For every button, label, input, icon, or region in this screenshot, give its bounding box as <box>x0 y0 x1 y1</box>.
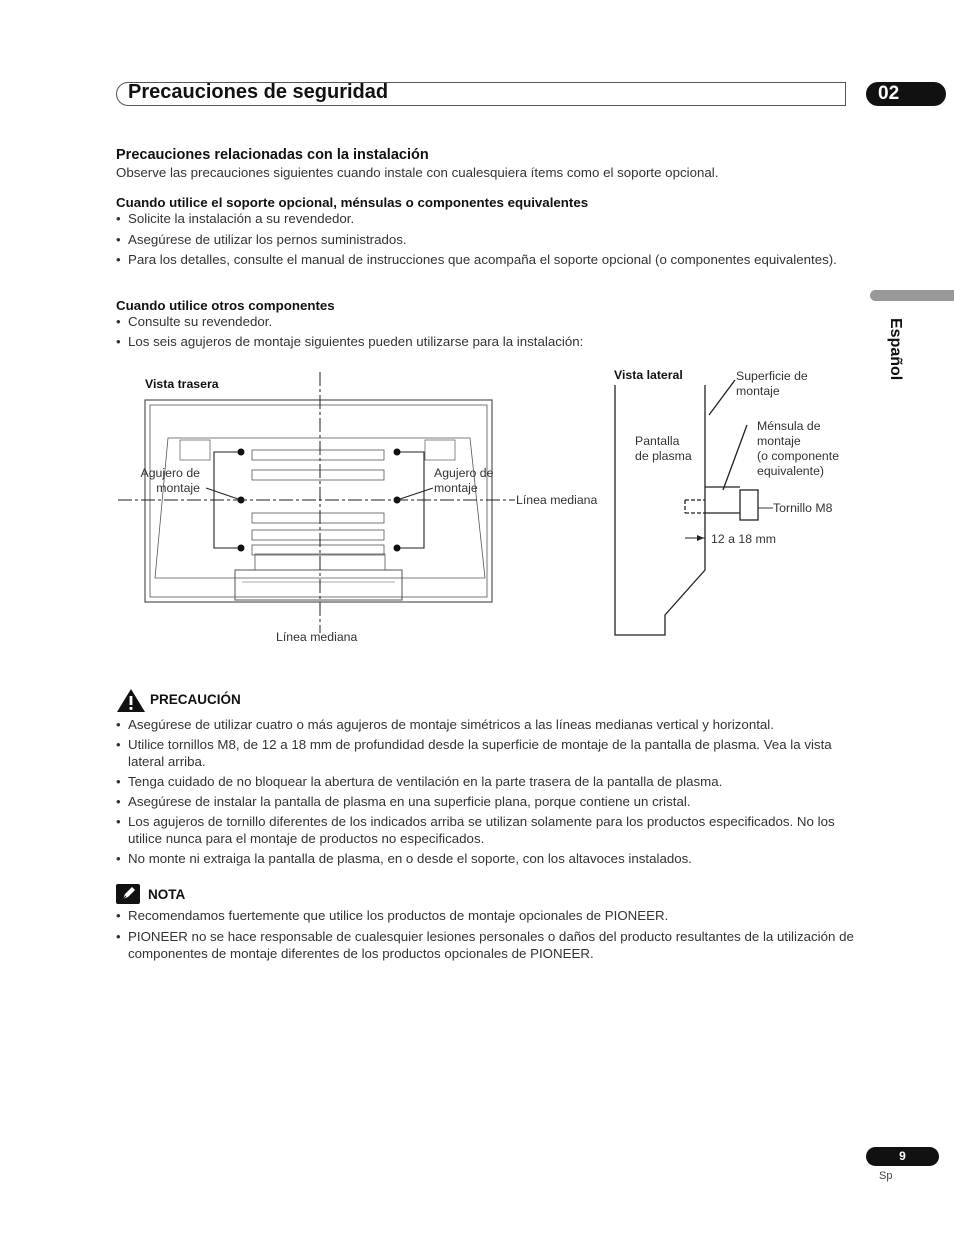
page-number-badge: 9 <box>866 1147 939 1166</box>
list-item: • Para los detalles, consulte el manual de instrucciones que acompaña el soporte opcional (o componentes equivalentes). <box>116 252 856 269</box>
chapter-badge: 02 <box>866 82 946 106</box>
median-line-v-label: Línea mediana <box>276 630 358 644</box>
list-item: • Solicite la instalación a su revendedor. <box>116 211 856 228</box>
list-item: • Los seis agujeros de montaje siguientes pueden utilizarse para la instalación: <box>116 334 856 351</box>
depth-label: 12 a 18 mm <box>711 532 776 546</box>
list-item: • Consulte su revendedor. <box>116 314 856 331</box>
screw-label: Tornillo M8 <box>773 501 833 515</box>
page-title: Precauciones de seguridad <box>128 81 389 103</box>
rear-view-drawing <box>110 368 530 658</box>
panel-label: Pantalla de plasma <box>635 434 692 463</box>
note-icon <box>116 884 140 904</box>
caution-title: PRECAUCIÓN <box>150 692 241 707</box>
section-title: Precauciones relacionadas con la instalación <box>116 147 429 163</box>
median-line-h-label: Línea mediana <box>516 493 598 507</box>
list-item: • Recomendamos fuertemente que utilice los productos de montaje opcionales de PIONEER. <box>116 908 856 925</box>
language-tab-bar <box>870 290 954 301</box>
hole-label-right: Agujero de montaje <box>434 466 494 495</box>
language-code: Sp <box>879 1170 893 1182</box>
section-intro: Observe las precauciones siguientes cuando instale con cualesquiera ítems como el soporte opcional. <box>116 165 719 180</box>
rear-view-title: Vista trasera <box>145 377 219 391</box>
language-tab-label: Español <box>887 318 904 381</box>
subsection-title-1: Cuando utilice el soporte opcional, ménsulas o componentes equivalentes <box>116 195 589 210</box>
side-view-title: Vista lateral <box>614 368 683 382</box>
warning-icon <box>116 688 146 713</box>
surface-label: Superficie de montaje <box>736 369 808 398</box>
list-item: • Asegúrese de utilizar cuatro o más agujeros de montaje simétricos a las líneas medianas vertical y horizontal. <box>116 717 856 734</box>
list-item: • Asegúrese de instalar la pantalla de plasma en una superficie plana, porque contiene un cristal. <box>116 794 856 811</box>
list-item: • Los agujeros de tornillo diferentes de los indicados arriba se utilizan solamente para los productos especificados. No los utilice nunca para el montaje de productos no especificados. <box>116 814 856 847</box>
bracket-label: Ménsula de montaje (o componente equivalente) <box>757 419 840 478</box>
list-item: • PIONEER no se hace responsable de cualesquier lesiones personales o daños del producto resultantes de la utilización de componentes de montaje diferentes de los productos opcionales de PIONEER. <box>116 929 856 962</box>
note-title: NOTA <box>148 887 186 902</box>
hole-label-left: Agujero de montaje <box>140 466 200 495</box>
subsection-title-2: Cuando utilice otros componentes <box>116 298 335 313</box>
list-item: • Asegúrese de utilizar los pernos suministrados. <box>116 232 856 249</box>
list-item: • Utilice tornillos M8, de 12 a 18 mm de profundidad desde la superficie de montaje de la pantalla de plasma. Vea la vista lateral arriba. <box>116 737 856 770</box>
list-item: • Tenga cuidado de no bloquear la abertura de ventilación en la parte trasera de la pantalla de plasma. <box>116 774 856 791</box>
list-item: • No monte ni extraiga la pantalla de plasma, en o desde el soporte, con los altavoces instalados. <box>116 851 856 868</box>
